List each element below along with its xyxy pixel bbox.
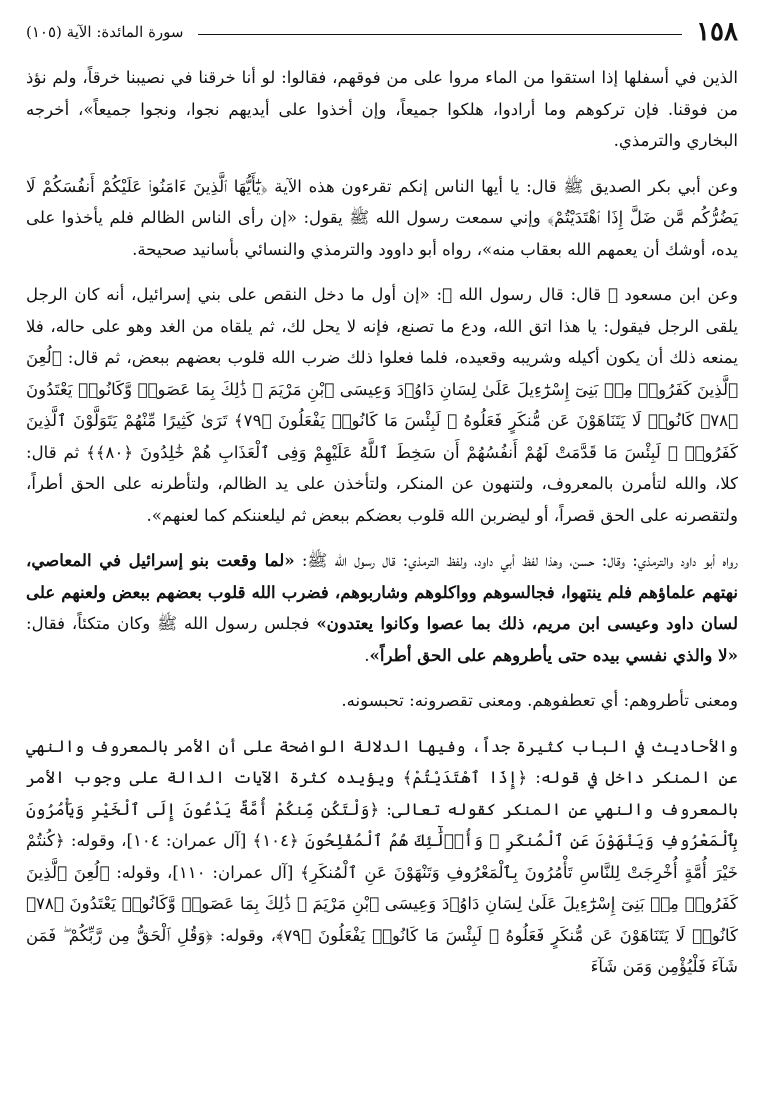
paragraph [26, 731, 738, 983]
quran-verse: ﴿كُنتُمْ خَيْرَ أُمَّةٍ أُخْرِجَتْ لِلنَّاسِ تَأْمُرُونَ بِٱلْمَعْرُوفِ وَتَنْهَوْنَ عَنِ ٱلْمُنكَرِ﴾ [26, 831, 738, 882]
text-span: الذين في أسفلها إذا استقوا من الماء مروا على من فوقهم، فقالوا: لو أنا خرقنا في نصيبنا خرقاً، ولم نؤذ من فوقنا. فإن تركوهم وما أرادوا، هلكوا جميعاً، وإن أخذوا على أيديهم نجوا، ونجوا جميعاً»، أخرجه البخاري والترمذي. [26, 68, 738, 150]
text-span: ، وقوله: [212, 925, 276, 945]
page-header [26, 14, 738, 50]
hadith-quote: «لما وقعت بنو إسرائيل في المعاصي، نهتهم علماؤهم فلم ينتهوا، فجالسوهم وواكلوهم وشاربوهم، فضرب الله قلوب بعضهم ببعض ولعنهم على لسان داود وعيسى ابن مريم، ذلك بما عصوا وكانوا يعتدون» [26, 550, 738, 633]
text-span: وعن ابن مسعود ﷺ قال: قال رسول الله ﷺ: «إن أول ما دخل النقص على بني إسرائيل، أنه كان الرجل يلقى الرجل فيقول: يا هذا اتق الله، ودع ما تصنع، فإنه لا يحل لك، ثم يلقاه من الغد وهو على حاله، فلا يمنعه ذلك أن يكون أكيله وشريبه وقعيده، فلما فعلوا ذلك ضرب الله قلوب بعضهم ببعض، ثم قال: [26, 285, 738, 367]
header-rule [198, 34, 683, 35]
text-span: [آل عمران: ١٠٤]، وقوله: [64, 831, 253, 850]
text-span: وإني سمعت رسول الله ﷺ يقول: «إن رأى الناس الظالم فلم يأخذوا على يده، أوشك أن يعمهم الله بعقاب منه»، رواه أبو داوود والترمذي والنسائي بأسانيد صحيحة. [26, 208, 738, 259]
paragraph [26, 545, 738, 671]
text-span: [آل عمران: ١١٠]، وقوله: [109, 862, 301, 882]
paragraph [26, 171, 738, 266]
page-number: ١٥٨ [696, 17, 738, 47]
quran-verse: ﴿إِذَا ٱهْتَدَيْتُمْ﴾ [402, 768, 528, 787]
paragraph [26, 685, 738, 717]
quran-verse: ﴿لُعِنَ ٱلَّذِينَ كَفَرُوا۟ مِنۢ بَنِىٓ إِسْرَٰٓءِيلَ عَلَىٰ لِسَانِ دَاوُۥدَ وَعِيسَى ٱبْنِ مَرْيَمَ ۚ ذَٰلِكَ بِمَا عَصَوا۟ وَّكَانُوا۟ يَعْتَدُونَ ﴿٧٨﴾ كَانُوا۟ لَا يَتَنَاهَوْنَ عَن مُّنكَرٍ فَعَلُوهُ ۚ لَبِئْسَ مَا كَانُوا۟ يَفْعَلُونَ ﴿٧٩﴾ تَرَىٰ كَثِيرًا مِّنْهُمْ يَتَوَلَّوْنَ ٱلَّذِينَ كَفَرُوا۟ ۚ لَبِئْسَ مَا قَدَّمَتْ لَهُمْ أَنفُسُهُمْ أَن سَخِطَ ٱللَّهُ عَلَيْهِمْ وَفِى ٱلْعَذَابِ هُمْ خَٰلِدُونَ ﴿٨٠﴾ [26, 348, 738, 462]
text-span: فجلس رسول الله ﷺ وكان متكئاً، فقال: [26, 614, 317, 633]
text-span: ومعنى تأطروهم: أي تعطفوهم. ومعنى تقصرونه: تحبسونه. [341, 691, 738, 710]
quran-verse: ﴿لُعِنَ ٱلَّذِينَ كَفَرُوا۟ مِنۢ بَنِىٓ إِسْرَٰٓءِيلَ عَلَىٰ لِسَانِ دَاوُۥدَ وَعِيسَى ٱبْنِ مَرْيَمَ ۚ ذَٰلِكَ بِمَا عَصَوا۟ وَّكَانُوا۟ يَعْتَدُونَ ﴿٧٨﴾ كَانُوا۟ لَا يَتَنَاهَوْنَ عَن مُّنكَرٍ فَعَلُوهُ ۚ لَبِئْسَ مَا كَانُوا۟ يَفْعَلُونَ ﴿٧٩﴾ [26, 862, 739, 945]
book-page [26, 14, 738, 1096]
text-span: . [364, 645, 370, 665]
text-span: ﴾ ثم قال: كلا، والله لتأمرن بالمعروف، ولتنهون عن المنكر، ولتأخذن على يد الظالم، ولتأطرنه على الحق أطراً، ولتقصرنه على الحق قصراً، أو ليضربن الله قلوب بعضكم ببعض ثم ليلعننكم كما لعنهم». [26, 442, 738, 525]
page-body [26, 62, 738, 983]
paragraph [26, 279, 738, 531]
text-span: والأحاديث في الباب كثيرة جداً، وفيها الدلالة الواضحة على أن الأمر بالمعروف والنهي عن المنكر داخل في قوله: [26, 736, 738, 787]
text-span: وعن أبي بكر الصديق ﷺ قال: يا أيها الناس إنكم تقرءون هذه الآية [267, 176, 738, 196]
text-span: ويؤيده كثرة الآيات الدالة على وجوب الأمر بالمعروف والنهي عن المنكر كقوله تعالى: [26, 768, 738, 819]
paragraph [26, 62, 738, 157]
quran-verse: ﴿وَقُلِ ٱلْحَقُّ مِن رَّبِّكُمْ ۖ فَمَن شَآءَ فَلْيُؤْمِن وَمَن شَآءَ [26, 925, 738, 976]
quran-verse: ﴿يَٰٓأَيُّهَا ٱلَّذِينَ ءَامَنُوا۟ عَلَيْكُمْ أَنفُسَكُمْ لَا يَضُرُّكُم مَّن ضَلَّ إِذَا ٱهْتَدَيْتُمْ﴾ [26, 176, 738, 227]
quran-verse: ﴿وَلْتَكُن مِّنكُمْ أُمَّةٌ يَدْعُونَ إِلَى ٱلْخَيْرِ وَيَأْمُرُونَ بِٱلْمَعْرُوفِ وَيَنْهَوْنَ عَنِ ٱلْمُنكَرِ ۚ وَأُو۟لَٰٓئِكَ هُمُ ٱلْمُفْلِحُونَ ﴿١٠٤﴾ [26, 799, 738, 850]
text-span: رواه أبو داود والترمذي: وقال: حسن، وهذا لفظ أبي داود، ولفظ الترمذي: قال رسول الله ﷺ: [294, 551, 738, 570]
running-title: سورة المائدة: الآية (١٠٥) [26, 23, 184, 41]
hadith-quote: «لا والذي نفسي بيده حتى يأطروهم على الحق أطراً» [369, 644, 738, 665]
